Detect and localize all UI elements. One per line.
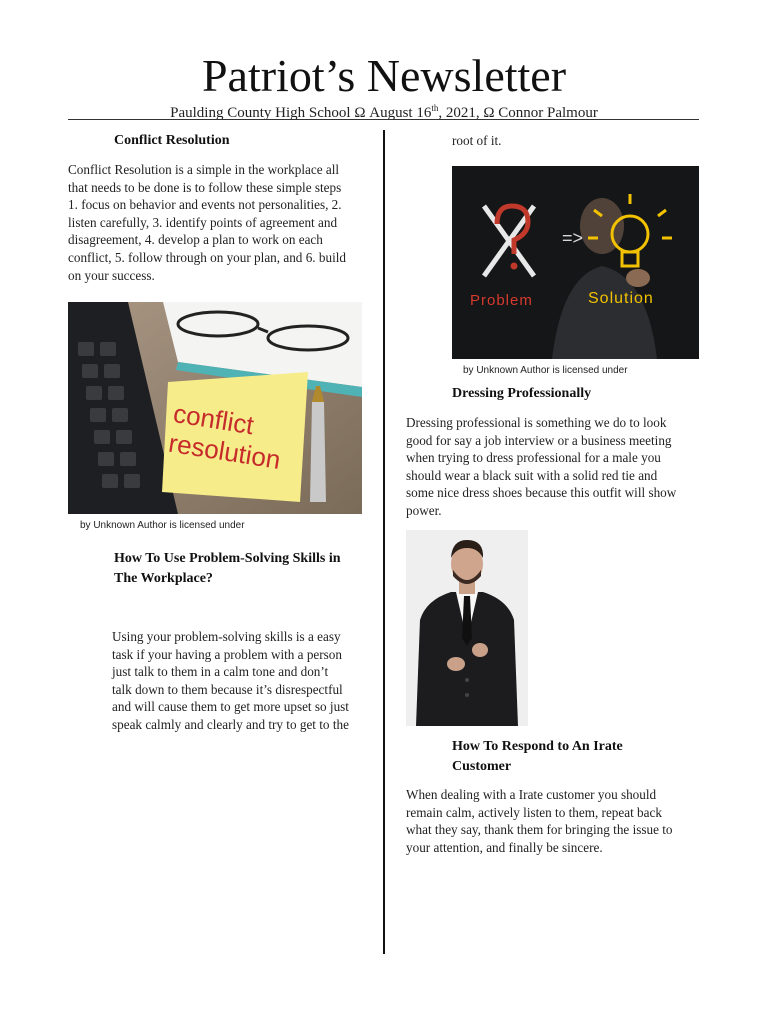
continuation-text: root of it.: [452, 133, 502, 148]
problem-solution-image: [452, 166, 699, 359]
problem-solving-heading: How To Use Problem-Solving Skills in The Workplace?: [114, 551, 341, 586]
conflict-image-caption: by Unknown Author is licensed under: [80, 520, 245, 531]
separator-glyph: Ω: [483, 105, 495, 121]
irate-heading: How To Respond to An Irate Customer: [452, 739, 623, 774]
problem-image-caption: by Unknown Author is licensed under: [463, 365, 628, 376]
dressing-heading: Dressing Professionally: [452, 386, 592, 401]
school-name: Paulding County High School: [170, 105, 351, 121]
conflict-body: Conflict Resolution is a simple in the workplace all that needs to be done is to follow these simple steps 1. focus on behavior and events not personalities, 2. listen carefully, 3. identify points of agreement and disagreement, 4. develop a plan to work on each conflict, 5. follow through on your plan, and 6. build on your success.: [68, 162, 346, 283]
irate-body: When dealing with a Irate customer you should remain calm, actively listen to them, repeat back what they say, thank them for bringing the issue to your attention, and finally be sincere.: [406, 787, 673, 855]
arrow-glyph: =>: [562, 228, 584, 248]
newsletter-title: Patriot’s Newsletter: [201, 50, 567, 101]
issue-date: August 16th, 2021,: [369, 103, 480, 121]
conflict-resolution-image: [68, 302, 362, 514]
column-divider: [383, 130, 385, 954]
dressing-body: Dressing professional is something we do to look good for say a job interview or a business meeting when trying to dress professional for a male you should wear a black suit with a solid red tie and some nice dress shoes because this outfit will show power.: [406, 415, 677, 518]
problem-solving-body: Using your problem-solving skills is a easy task if your having a problem with a person just talk to them in a calm tone and don’t talk down to them because it’s disrespectful and will cause them to get more upset so just speak calmly and clearly and try to get to the: [112, 629, 349, 732]
conflict-heading: Conflict Resolution: [114, 133, 230, 148]
separator-glyph: Ω: [354, 105, 366, 121]
author-name: Connor Palmour: [498, 105, 598, 121]
solution-word: Solution: [588, 290, 654, 307]
header-rule: [68, 119, 699, 120]
man-in-suit-image: [406, 530, 528, 726]
sticky-note-text: conflict resolution: [166, 398, 283, 475]
problem-word: Problem: [470, 292, 533, 309]
